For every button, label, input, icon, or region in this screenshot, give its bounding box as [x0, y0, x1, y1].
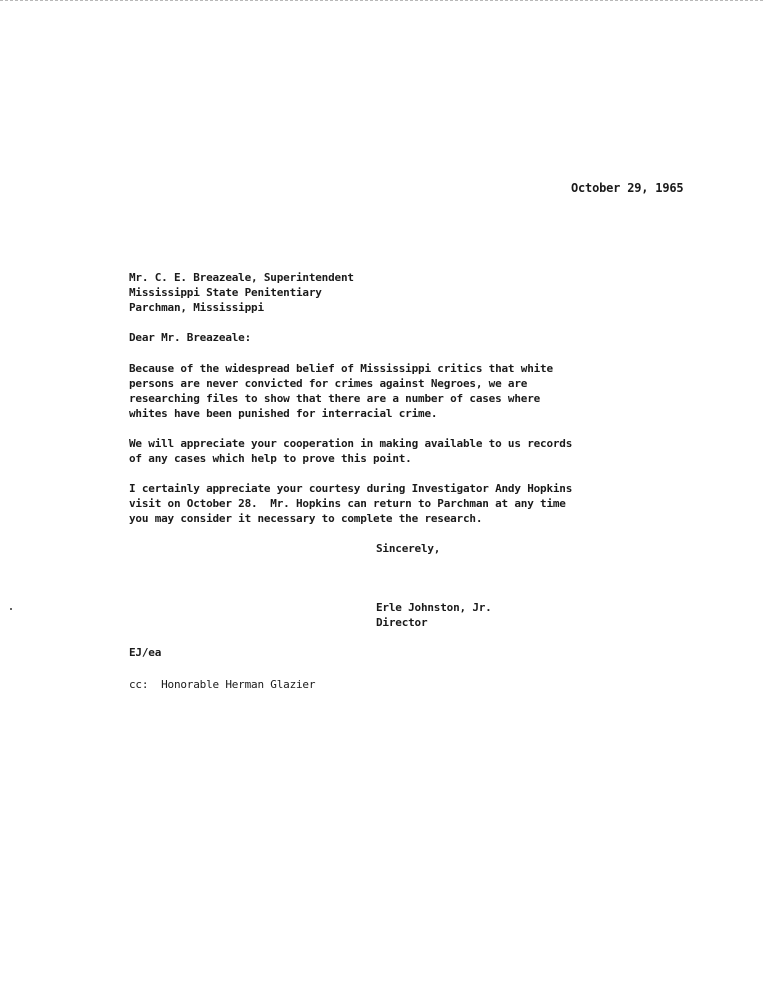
scan-speck — [10, 608, 12, 610]
recipient-line-3: Parchman, Mississippi — [129, 301, 264, 314]
closing: Sincerely, — [376, 542, 441, 555]
typist-initials: EJ/ea — [129, 646, 162, 659]
letter-date: October 29, 1965 — [571, 181, 684, 195]
paragraph-1-line-4: whites have been punished for interracial crime. — [129, 407, 438, 420]
signature-name: Erle Johnston, Jr. — [376, 601, 492, 614]
salutation: Dear Mr. Breazeale: — [129, 331, 252, 344]
paragraph-1-line-3: researching files to show that there are a number of cases where — [129, 392, 541, 405]
paragraph-3-line-1: I certainly appreciate your courtesy during Investigator Andy Hopkins — [129, 482, 573, 495]
recipient-line-1: Mr. C. E. Breazeale, Superintendent — [129, 271, 354, 284]
signature-title: Director — [376, 616, 428, 629]
paragraph-1-line-2: persons are never convicted for crimes against Negroes, we are — [129, 377, 528, 390]
paragraph-2-line-2: of any cases which help to prove this point. — [129, 452, 412, 465]
recipient-line-2: Mississippi State Penitentiary — [129, 286, 322, 299]
carbon-copy-line: cc: Honorable Herman Glazier — [129, 678, 316, 691]
page-top-edge — [0, 0, 763, 1]
paragraph-1-line-1: Because of the widespread belief of Mississippi critics that white — [129, 362, 553, 375]
paragraph-2-line-1: We will appreciate your cooperation in making available to us records — [129, 437, 573, 450]
paragraph-3-line-2: visit on October 28. Mr. Hopkins can return to Parchman at any time — [129, 497, 566, 510]
paragraph-3-line-3: you may consider it necessary to complete the research. — [129, 512, 483, 525]
